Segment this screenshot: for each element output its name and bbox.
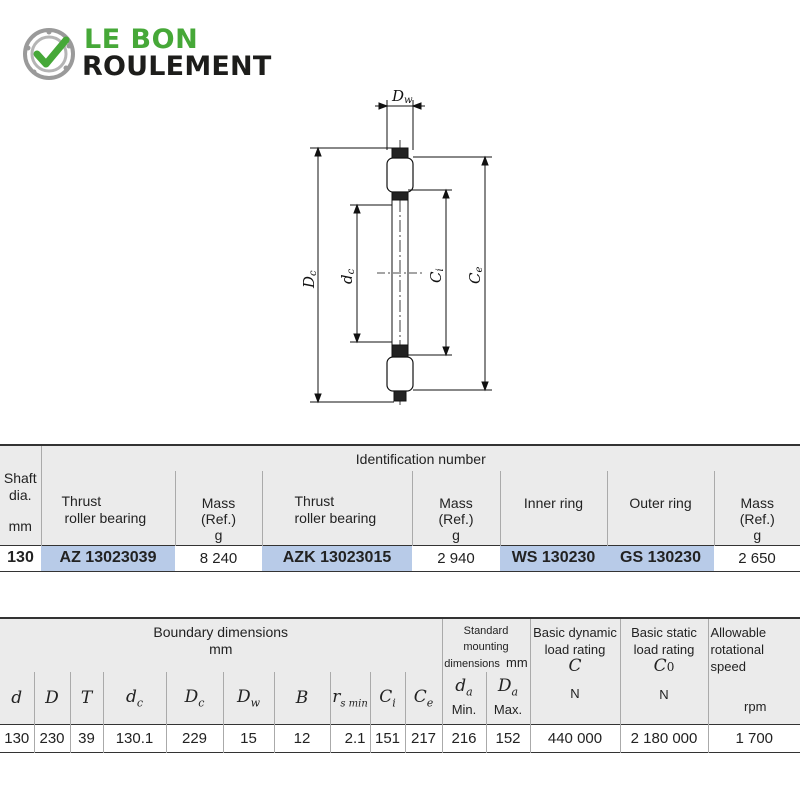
val-Da: 152 (486, 724, 530, 752)
label-dc: dc (338, 268, 357, 284)
sym-d: d (0, 672, 34, 724)
boundary-dimensions-header: Boundary dimensions mm (0, 618, 442, 672)
logo-line-1: LE BON (84, 24, 199, 55)
label-Ci: Ci (427, 268, 446, 283)
val-C0: 2 180 000 (620, 724, 708, 752)
sym-B: B (274, 672, 330, 724)
sym-T: T (70, 672, 103, 724)
val-Ce: 217 (405, 724, 442, 752)
sym-Ci: $C_i$ (370, 672, 405, 724)
thrust-bearing-id-1: AZ 13023039 (41, 545, 175, 571)
val-D: 230 (34, 724, 70, 752)
val-d: 130 (4, 729, 30, 747)
thrust-bearing-header-1: Thrust roller bearing (41, 471, 175, 545)
mass-header-3: Mass (Ref.) g (714, 471, 800, 545)
sym-rs: $r_{s min}$ (330, 672, 370, 724)
identification-table (0, 444, 800, 572)
mass-value-3: 2 650 (738, 549, 776, 567)
sym-Ce: $C_e$ (405, 672, 442, 724)
sym-dc: $d_c$ (103, 672, 166, 724)
shaft-dia-value: 130 (7, 549, 34, 566)
table-row (0, 724, 800, 752)
inner-ring-id: WS 130230 (500, 545, 607, 571)
identification-number-header: Identification number (41, 445, 800, 471)
val-Dw: 15 (223, 724, 274, 752)
standard-mounting-header: Standard mounting dimensions mm (442, 618, 530, 672)
val-speed: 1 700 (708, 724, 800, 752)
val-T: 39 (70, 724, 103, 752)
mass-header-2: Mass (Ref.) g (412, 471, 500, 545)
val-B: 12 (274, 724, 330, 752)
label-Ce: Ce (466, 266, 485, 284)
bearing-check-icon (25, 30, 73, 79)
shaft-dia-header: Shaft dia. mm (0, 445, 41, 545)
val-dc: 130.1 (103, 724, 166, 752)
sym-da: $d_a$ Min. (442, 672, 486, 724)
thrust-bearing-header-2: Thrust roller bearing (262, 471, 412, 545)
mass-header-1: Mass (Ref.) g (175, 471, 262, 545)
bearing-cross-section-drawing (290, 85, 510, 415)
val-Dc: 229 (166, 724, 223, 752)
table-row (0, 545, 800, 571)
sym-Da: $D_a$ Max. (486, 672, 530, 724)
thrust-bearing-id-2: AZK 13023015 (262, 545, 412, 571)
val-C: 440 000 (530, 724, 620, 752)
sym-D: D (34, 672, 70, 724)
outer-ring-id: GS 130230 (607, 545, 714, 571)
logo-line-2: ROULEMENT (82, 51, 272, 82)
dynamic-load-header: Basic dynamic load rating C N (530, 618, 620, 724)
val-Ci: 151 (370, 724, 405, 752)
sym-Dw: $D_w$ (223, 672, 274, 724)
sym-Dc: $D_c$ (166, 672, 223, 724)
outer-ring-header: Outer ring (607, 471, 714, 545)
val-rs: 2.1 (330, 724, 370, 752)
mass-value-1: 8 240 (199, 549, 238, 567)
val-da: 216 (442, 724, 486, 752)
label-Dc: Dc (300, 270, 319, 288)
label-dw: Dw (392, 87, 413, 106)
inner-ring-header: Inner ring (500, 471, 607, 545)
static-load-header: Basic static load rating C0 N (620, 618, 708, 724)
mass-value-2: 2 940 (437, 549, 475, 567)
speed-header: Allowable rotational speed rpm (708, 618, 800, 724)
dimensions-table (0, 617, 800, 753)
